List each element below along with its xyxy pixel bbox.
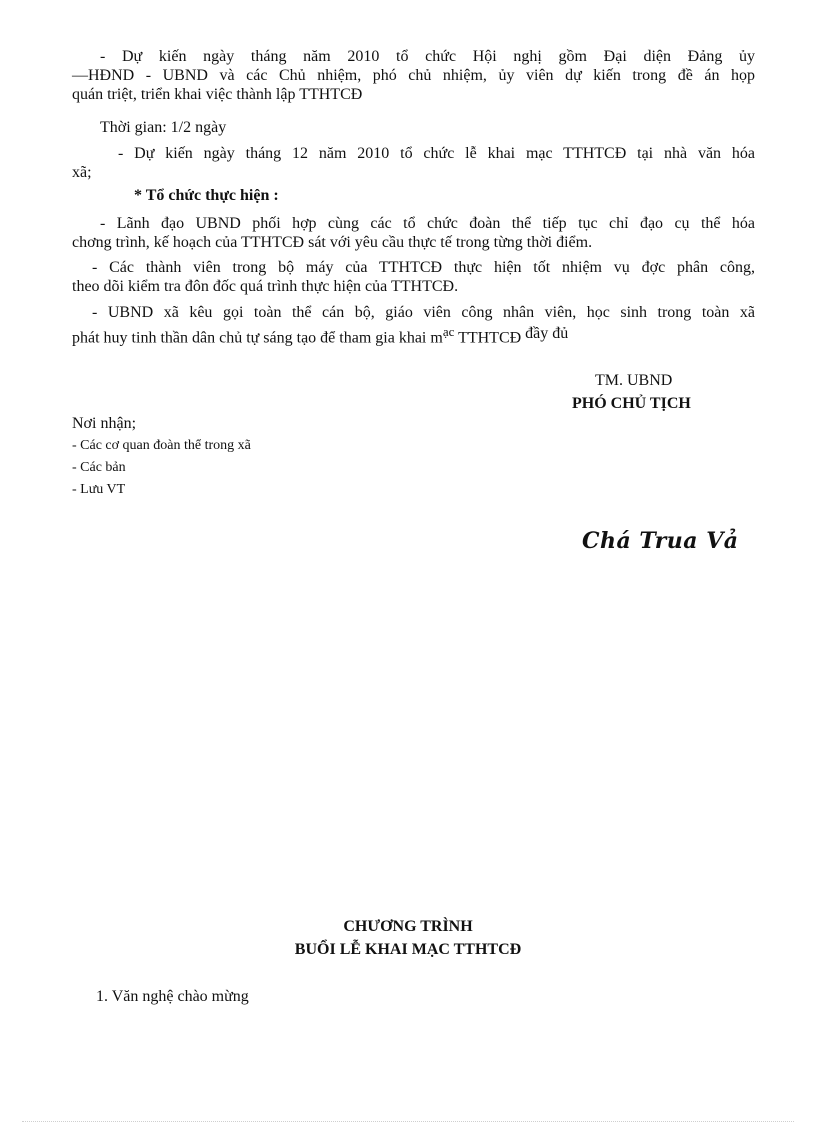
signer-name: Chá Trua Vả bbox=[582, 528, 739, 554]
recipient-item: - Các cơ quan đoàn thể trong xã bbox=[72, 438, 251, 453]
paragraph-line bbox=[72, 322, 755, 347]
paragraph-call-to-action bbox=[72, 303, 755, 347]
paragraph-line: - Các thành viên trong bộ máy của TTHTCĐ thực hiện tốt nhiệm vụ đợc phân công, bbox=[92, 259, 755, 276]
paragraph-line: quán triệt, triển khai việc thành lập TTHTCĐ bbox=[72, 86, 363, 103]
recipients-label: Nơi nhận; bbox=[72, 415, 137, 432]
recipient-item: - Các bản bbox=[72, 460, 126, 475]
paragraph-line: - UBND xã kêu gọi toàn thể cán bộ, giáo viên công nhân viên, học sinh trong toàn xã bbox=[92, 304, 755, 321]
recipients-block bbox=[72, 413, 251, 501]
signature-title: PHÓ CHỦ TỊCH bbox=[572, 395, 691, 412]
paragraph-line: chơng trình, kế hoạch của TTHTCĐ sát với yêu cầu thực tế trong từng thời điểm. bbox=[72, 234, 593, 251]
line-tail-text: đầy đủ bbox=[525, 325, 569, 343]
program-subtitle: BUỔI LỄ KHAI MẠC TTHTCĐ bbox=[294, 941, 522, 958]
paragraph-line: xã; bbox=[72, 164, 92, 181]
recipient-item: - Lưu VT bbox=[72, 482, 126, 497]
paragraph-line: - Dự kiến ngày tháng 12 năm 2010 tổ chức lễ khai mạc TTHTCĐ tại nhà văn hóa bbox=[118, 145, 755, 162]
paragraph-members bbox=[72, 258, 755, 296]
paragraph-leadership bbox=[72, 214, 755, 252]
line-text: TTHTCĐ bbox=[454, 329, 522, 347]
paragraph-line: - Lãnh đạo UBND phối hợp cùng các tổ chức đoàn thể tiếp tục chỉ đạo cụ thể hóa bbox=[100, 215, 755, 232]
paragraph-conference bbox=[72, 47, 755, 104]
paragraph-opening-ceremony bbox=[72, 144, 755, 182]
paragraph-line: —HĐND - UBND và các Chủ nhiệm, phó chủ nhiệm, ủy viên dự kiến trong đề án họp bbox=[72, 67, 755, 84]
page-edge-divider bbox=[22, 1121, 794, 1122]
line-text: phát huy tinh thần dân chủ tự sáng tạo để tham gia khai m bbox=[72, 329, 443, 347]
signature-org: TM. UBND bbox=[595, 372, 673, 389]
superscript-text: ạc bbox=[442, 324, 455, 339]
program-item: 1. Văn nghệ chào mừng bbox=[96, 988, 249, 1005]
duration-line: Thời gian: 1/2 ngày bbox=[100, 119, 227, 136]
program-title: CHƯƠNG TRÌNH bbox=[343, 918, 473, 935]
section-heading: * Tổ chức thực hiện : bbox=[134, 187, 279, 204]
paragraph-line: - Dự kiến ngày tháng năm 2010 tổ chức Hội nghị gồm Đại diện Đảng ủy bbox=[100, 48, 755, 65]
paragraph-line: theo dõi kiểm tra đôn đốc quá trình thực hiện của TTHTCĐ. bbox=[72, 278, 459, 295]
